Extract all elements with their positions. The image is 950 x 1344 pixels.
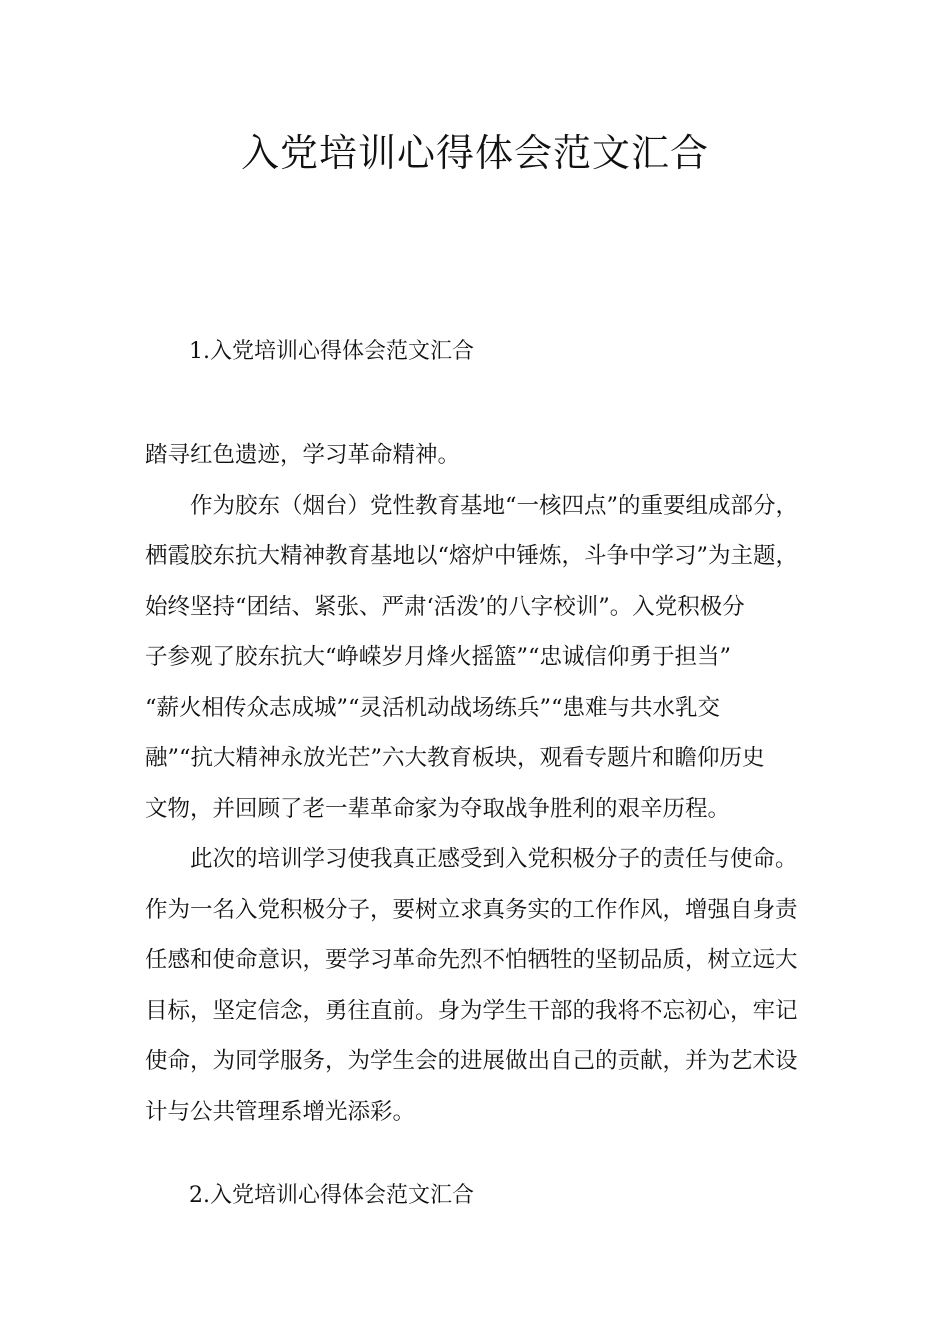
body-line: 任感和使命意识，要学习革命先烈不怕牺牲的坚韧品质，树立远大	[145, 947, 798, 973]
body-line: 文物，并回顾了老一辈革命家为夺取战争胜利的艰辛历程。	[145, 795, 731, 822]
body-line: 作为胶东（烟台）党性教育基地“一核四点”的重要组成部分，	[190, 492, 799, 519]
body-line: 计与公共管理系增光添彩。	[145, 1098, 416, 1125]
body-line: 子参观了胶东抗大“峥嵘岁月烽火摇篮”“忠诚信仰勇于担当”	[145, 644, 732, 670]
body-line: 目标，坚定信念，勇往直前。身为学生干部的我将不忘初心，牢记	[145, 997, 798, 1024]
body-line: 踏寻红色遗迹，学习革命精神。	[145, 442, 461, 468]
body-line: 栖霞胶东抗大精神教育基地以“熔炉中锤炼，斗争中学习”为主题，	[145, 543, 799, 569]
document-title: 入党培训心得体会范文汇合	[240, 131, 709, 175]
body-line: “薪火相传众志成城”“灵活机动战场练兵”“患难与共水乳交	[145, 694, 721, 721]
body-line: 始终坚持“团结、紧张、严肃‘活泼’的八字校训”。入党积极分	[145, 593, 745, 620]
section-heading-1: 1.入党培训心得体会范文汇合	[189, 339, 474, 364]
body-line: 作为一名入党积极分子，要树立求真务实的工作作风，增强自身责	[145, 896, 798, 923]
section-1-body	[145, 430, 845, 1137]
body-line: 此次的培训学习使我真正感受到入党积极分子的责任与使命。	[190, 846, 798, 872]
body-line: 使命，为同学服务，为学生会的进展做出自己的贡献，并为艺术设	[145, 1048, 798, 1074]
section-heading-2: 2.入党培训心得体会范文汇合	[189, 1183, 474, 1208]
body-line: 融”“抗大精神永放光芒”六大教育板块，观看专题片和瞻仰历史	[145, 745, 765, 771]
